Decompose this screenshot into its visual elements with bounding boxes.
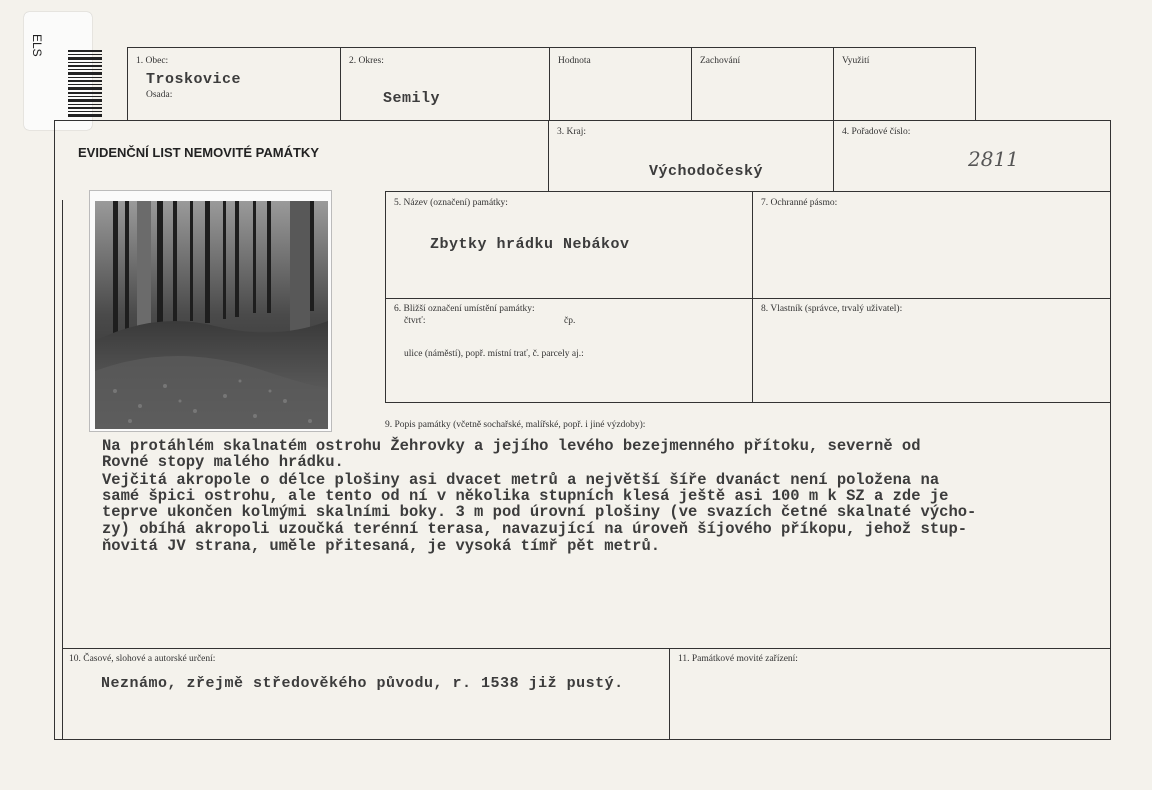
hodnota-label: Hodnota <box>558 56 591 66</box>
casove-value: Neznámo, zřejmě středověkého původu, r. 1538 již pustý. <box>101 675 624 692</box>
field-zachovani <box>691 47 834 121</box>
monument-photo <box>89 190 332 432</box>
kraj-label: 3. Kraj: <box>557 127 587 137</box>
popis-line: zy) obíhá akropoli uzoučká terénní terasa, navazující na úroveň šíjového příkopu, jehož stup- <box>102 520 968 538</box>
forest-photo-image <box>95 201 328 429</box>
field-obec <box>127 47 341 121</box>
osada-label: Osada: <box>146 90 173 100</box>
cp-label: čp. <box>564 316 576 326</box>
field-vlastnik <box>752 298 1111 403</box>
zachovani-label: Zachování <box>700 56 741 66</box>
obec-value: Troskovice <box>146 71 242 88</box>
vlastnik-label: 8. Vlastník (správce, trvalý uživatel): <box>761 304 903 314</box>
vyuziti-label: Využití <box>842 56 870 66</box>
popis-line: Na protáhlém skalnatém ostrohu Žehrovky a jejího levého bezejmenného přítoku, severně od <box>102 437 921 455</box>
casove-label: 10. Časové, slohové a autorské určení: <box>69 654 216 664</box>
poradove-label: 4. Pořadové číslo: <box>842 127 911 137</box>
field-okres <box>340 47 550 121</box>
ctvrt-label: čtvrť: <box>404 316 426 326</box>
nazev-label: 5. Název (označení) památky: <box>394 198 508 208</box>
popis-line: teprve ukončen kolmými skalními boky. 3 m pod úrovní plošiny (ve svazích četné skalnaté výcho- <box>102 503 977 521</box>
field-umisteni <box>385 298 753 403</box>
popis-line: Vejčitá akropole o délce plošiny asi dvacet metrů a největší šíře dvanáct není položena na <box>102 471 940 489</box>
popis-line: samé špici ostrohu, ale tento od ní v několika stupních klesá ještě asi 100 m k SZ a zde je <box>102 487 949 505</box>
field-hodnota <box>549 47 692 121</box>
field-vyuziti <box>833 47 976 121</box>
nazev-value: Zbytky hrádku Nebákov <box>430 236 630 253</box>
field-nazev <box>385 191 753 299</box>
field-pasmo <box>752 191 1111 299</box>
kraj-value: Východočeský <box>649 163 764 180</box>
poradove-value: 2811 <box>968 147 1019 171</box>
popis-line: ňovitá JV strana, uměle přitesaná, je vysoká tímř pět metrů. <box>102 537 661 555</box>
archive-sticker <box>24 12 92 130</box>
okres-value: Semily <box>383 90 441 107</box>
popis-line: Rovné stopy malého hrádku. <box>102 453 344 471</box>
popis-label: 9. Popis památky (včetně sochařské, malířské, popř. i jiné výzdoby): <box>385 420 646 430</box>
field-kraj <box>548 120 834 192</box>
sticker-code: ELS <box>30 34 44 57</box>
movite-label: 11. Památkové movité zařízení: <box>678 654 798 664</box>
ulice-label: ulice (náměstí), popř. místní trať, č. parcely aj.: <box>404 349 584 359</box>
field-casove <box>62 648 670 740</box>
umisteni-label: 6. Bližší označení umístění památky: <box>394 304 535 314</box>
pasmo-label: 7. Ochranné pásmo: <box>761 198 838 208</box>
field-movite <box>669 648 1111 740</box>
obec-label: 1. Obec: <box>136 56 169 66</box>
page-title: EVIDENČNÍ LIST NEMOVITÉ PAMÁTKY <box>78 145 319 160</box>
okres-label: 2. Okres: <box>349 56 384 66</box>
barcode-icon <box>68 50 102 118</box>
